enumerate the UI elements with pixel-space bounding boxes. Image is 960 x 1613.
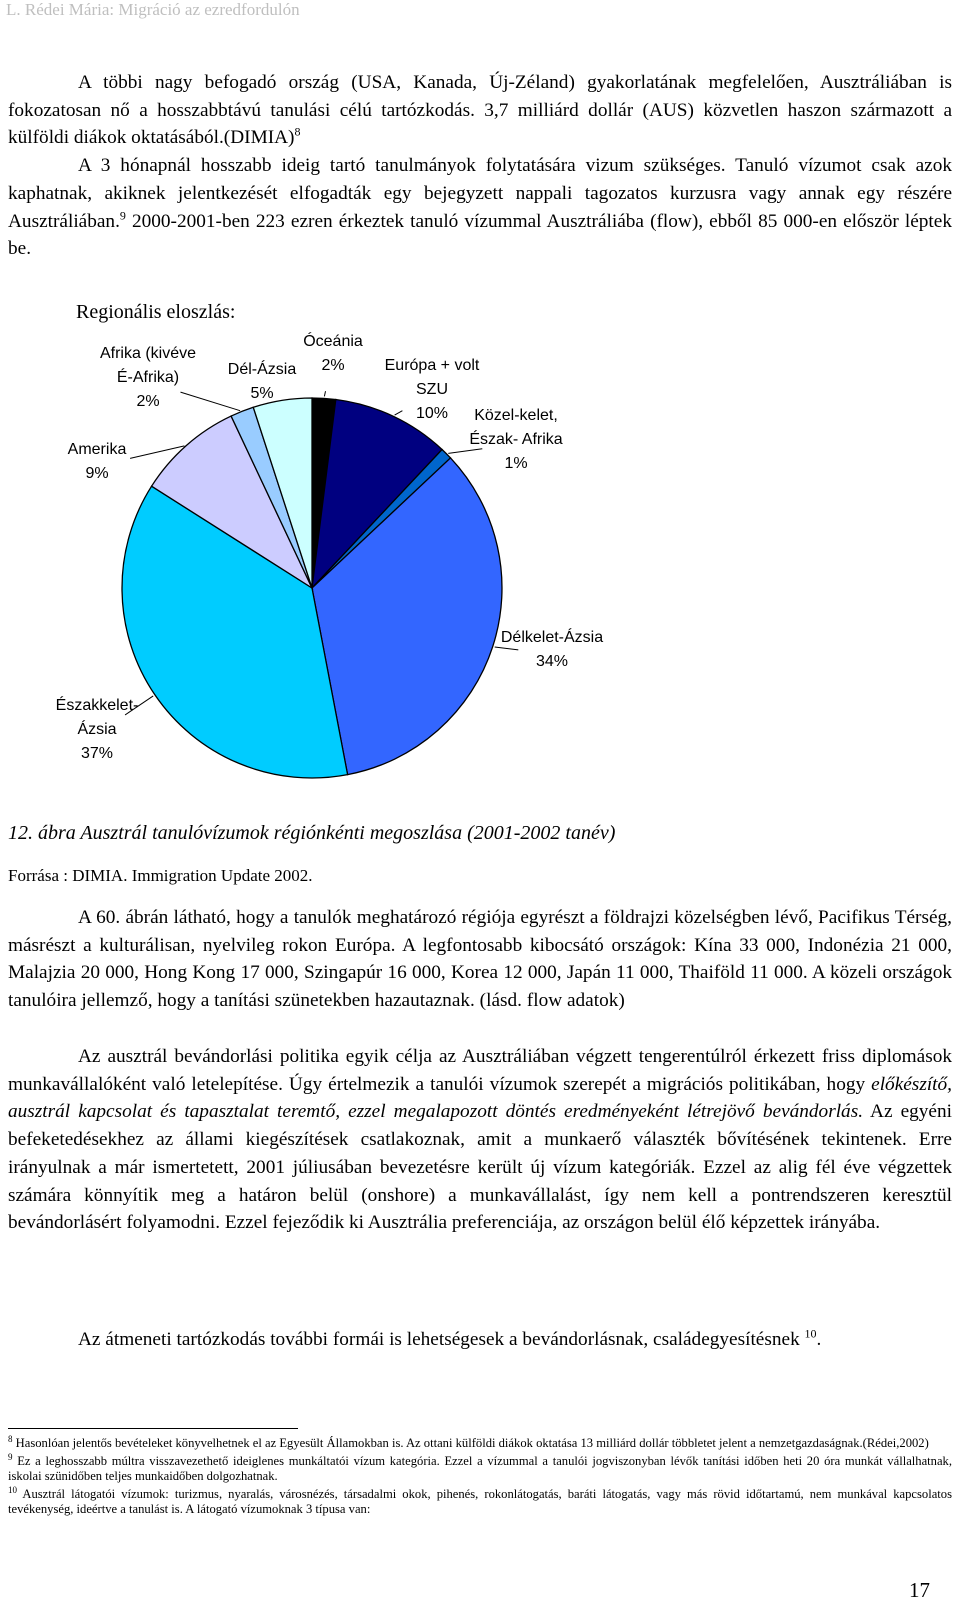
slice-name-label: É-Afrika)	[116, 369, 180, 386]
footnote-text: Ez a leghosszabb múltra visszavezethető ideiglenes munkáltatói vízum kategória. Ezzel a vízummal a tanulói jogviszonyban lévők tanítási időben heti 20 óra munkát vállalhatnak, iskolai szünidőben teljes munkaidőben dolgozhatnak.	[8, 1454, 953, 1483]
leader-line	[448, 449, 482, 454]
body-text-3: Az átmeneti tartózkodás további formái is lehetségesek a bevándorlásnak, családegyesítésnek	[78, 1329, 800, 1350]
footnote-ref-9[interactable]: 9	[119, 208, 126, 223]
footnote-num: 10	[8, 1484, 17, 1495]
body-paragraph-1: A 60. ábrán látható, hogy a tanulók meghatározó régiója egyrészt a földrajzi közelségben lévő, Pacifikus Térség, másrészt a kulturálisan, nyelvileg rokon Európa. A legfontosabb kibocsátó országok: Kína 33 000, Indonézia 21 000, Malajzia 20 000, Hong Kong 17 000, Szingapúr 16 000, Korea 12 000, Japán 11 000, Thaiföld 11 000. A közeli országok tanulóira jellemző, hogy a tanítási szünetekben hazautaznak. (lásd. flow adatok)	[8, 907, 952, 1012]
body-text-2a: Az ausztrál bevándorlási politika egyik célja az Ausztráliában végzett tengerentúlról érkezett friss diplomások munkavállalóként való letelepítése. Úgy értelmezik a tanulói vízumok szerepét a migrációs politikában, hogy	[8, 1046, 952, 1095]
running-header: L. Rédei Mária: Migráció az ezredfordulón	[6, 0, 300, 19]
slice-label	[56, 695, 139, 762]
leader-line	[395, 411, 403, 415]
slice-value-label: 37%	[80, 745, 114, 762]
slice-label	[100, 345, 196, 410]
footnotes	[8, 1433, 953, 1520]
slice-name-label: SZU	[416, 381, 448, 398]
footnote-ref-8[interactable]: 8	[294, 124, 301, 139]
slice-name-label: Dél-Ázsia	[227, 361, 297, 378]
figure-source: Forrása : DIMIA. Immigration Update 2002.	[8, 866, 313, 885]
slice-label	[68, 441, 127, 482]
intro-paragraph-1	[8, 69, 952, 263]
intro-text-2: A 3 hónapnál hosszabb ideig tartó tanulmányok folytatására vizum szükséges. Tanuló vízumot csak azok kaphatnak, akiknek jelentkezését elfogadták egy bejegyzett nappali tagozatos kurzusra vagy annak egy részére Ausztráliában.	[8, 155, 952, 232]
slice-name-label: Óceánia	[303, 333, 363, 350]
intro-text-3: 2000-2001-ben 223 ezren érkeztek tanuló vízummal Ausztráliába (flow), ebből 85 000-en először léptek be.	[8, 210, 952, 260]
footnote-ref-10[interactable]: 10	[804, 1326, 817, 1341]
slice-value-label: 10%	[415, 405, 449, 422]
footnote-8	[8, 1433, 952, 1451]
slice-value-label: 5%	[250, 385, 274, 402]
slice-name-label: Északkelet-	[55, 697, 139, 714]
slice-label	[501, 627, 603, 670]
body-text-2b: Az egyéni befeketedésekhez az állami kiegészítések csatlakoznak, amit a munkaerő választék bővítésének tekintenek. Erre irányulnak a már ismertetett, 2001 júliusában bevezetésre került új vízum kategóriák. Ezzel az alig fél éve végzettek számára könnyítik meg a határon belül (onshore) a munkavállalást, így nem kell a pontrendszeren keresztül bevándorlásért folyamodni. Ezzel fejeződik ki Ausztrália preferenciája, az országon belül élő képzettek irányába.	[8, 1101, 952, 1234]
slice-name-label: Ázsia	[77, 721, 117, 738]
intro-text-1: A többi nagy befogadó ország (USA, Kanada, Új-Zéland) gyakorlatának megfelelően, Ausztráliában is fokozatosan nő a hosszabbtávú tanulási célú tartózkodás. 3,7 milliárd dollár (AUS) közvetlen haszon származott a külföldi diákok oktatásából.(DIMIA)	[8, 72, 952, 149]
body-paragraph-2	[8, 1043, 952, 1237]
slice-value-label: 1%	[504, 455, 528, 472]
footnote-num: 9	[8, 1451, 13, 1462]
slice-label	[228, 359, 297, 402]
page-number: 17	[909, 1578, 930, 1602]
leader-line	[324, 391, 325, 396]
slice-name-label: Európa + volt	[384, 357, 480, 374]
footnote-text: Hasonlóan jelentős bevételeket könyvelhetnek el az Egyesült Államokban is. Az ottani külföldi diákok oktatása 13 milliárd dollár többletet jelent a nemzetgazdaságnak.(Rédei,2002)	[15, 1436, 929, 1450]
footnote-text: Ausztrál látogatói vízumok: turizmus, nyaralás, városnézés, társadalmi okok, pihenés, rokonlátogatás, baráti látogatás, vagy más rövid időtartamú, nem munkával kapcsolatos tevékenység, ideértve a tanulást is. A látogató vízumoknak 3 típusa van:	[8, 1487, 952, 1516]
chart-title: Regionális eloszlás:	[76, 301, 236, 323]
slice-label	[469, 407, 562, 472]
slice-value-label: 2%	[321, 357, 345, 374]
slice-value-label: 34%	[535, 653, 569, 670]
pie-chart	[0, 290, 960, 790]
footnote-separator	[8, 1428, 298, 1429]
slice-value-label: 2%	[136, 393, 160, 410]
body-text-3-end: .	[816, 1329, 822, 1350]
slice-name-label: Délkelet-Ázsia	[500, 629, 604, 646]
leader-line	[181, 392, 241, 411]
body-emphasis: előkészítő, ausztrál kapcsolat és tapasztalat teremtő, ezzel megalapozott döntés eredményeként létrejövő bevándorlás.	[8, 1073, 952, 1123]
footnote-num: 8	[8, 1433, 13, 1444]
slice-name-label: Amerika	[67, 441, 127, 458]
slice-name-label: Afrika (kivéve	[99, 345, 197, 362]
footnote-9	[8, 1451, 953, 1484]
figure-caption: 12. ábra Ausztrál tanulóvízumok régiónkénti megoszlása (2001-2002 tanév)	[8, 822, 616, 844]
slice-name-label: Közel-kelet,	[474, 407, 558, 424]
body-paragraph-3	[8, 1326, 952, 1354]
slice-name-label: Észak- Afrika	[469, 431, 563, 448]
pie-slices	[122, 398, 502, 778]
slice-label	[303, 331, 363, 374]
leader-line	[495, 647, 519, 650]
slice-value-label: 9%	[85, 465, 109, 482]
footnote-10	[8, 1484, 952, 1517]
